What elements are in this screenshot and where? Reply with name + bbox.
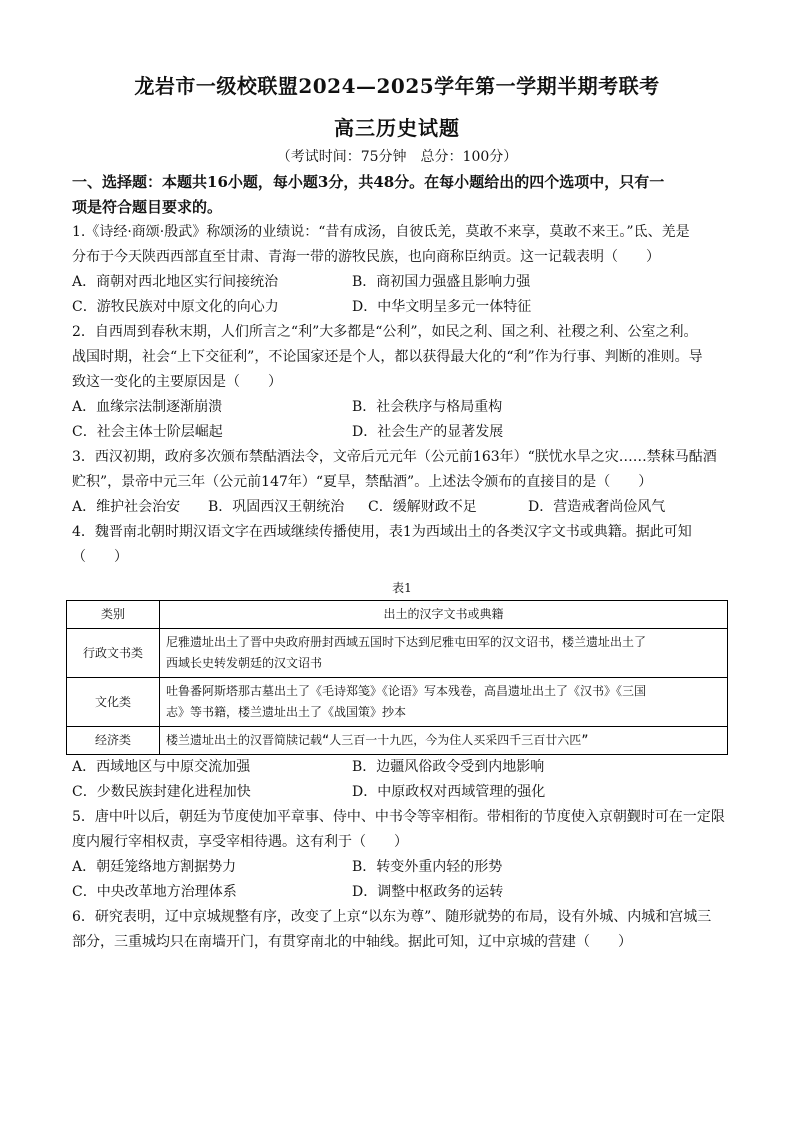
question-3 <box>72 445 732 520</box>
table-cell-category: 经济类 <box>67 727 160 755</box>
question-stem: 战国时期，社会“上下交征利”，不论国家还是个人，都以获得最大化的“利”作为行事、判断的准则。导 <box>72 349 703 365</box>
option-d: D．中华文明呈多元一体特征 <box>352 299 532 315</box>
option-d: D．社会生产的显著发展 <box>352 424 504 440</box>
question-stem: 度内履行宰相权责，享受宰相待遇。这有利于（ ） <box>72 834 408 850</box>
option-list <box>72 270 732 320</box>
question-stem: 4．魏晋南北朝时期汉语文字在西域继续传播使用，表1为西域出土的各类汉字文书或典籍。据此可知 <box>72 524 692 540</box>
answer-paren: （ ） <box>72 549 128 565</box>
option-c: C．中央改革地方治理体系 <box>72 884 237 900</box>
artifact-table <box>66 600 728 755</box>
option-a: A．血缘宗法制逐渐崩溃 <box>72 399 223 415</box>
option-b: B．巩固西汉王朝统治 <box>208 499 345 515</box>
option-list <box>72 755 732 805</box>
table-cell-content: 吐鲁番阿斯塔那古墓出土了《毛诗郑笺》《论语》写本残卷，高昌遗址出土了《汉书》《三国 志》等书籍，楼兰遗址出土了《战国策》抄本 <box>160 678 728 727</box>
question-stem: 1.《诗经·商颂·殷武》称颂汤的业绩说：“昔有成汤，自彼氐羌，莫敢不来享，莫敢不来王。”氐、羌是 <box>72 224 690 240</box>
exam-info: （考试时间：75分钟 总分：100分） <box>276 149 518 165</box>
table-header: 出土的汉字文书或典籍 <box>160 601 728 629</box>
question-stem: 部分，三重城均只在南墙开门，有贯穿南北的中轴线。据此可知，辽中京城的营建（ ） <box>72 934 632 950</box>
option-a: A．朝廷笼络地方割据势力 <box>72 859 237 875</box>
option-b: B．社会秩序与格局重构 <box>352 399 503 415</box>
table-row <box>67 629 728 678</box>
option-list <box>72 395 732 445</box>
question-stem: 2．自西周到春秋末期，人们所言之“利”大多都是“公利”，如民之利、国之利、社稷之利、公室之利。 <box>72 324 698 340</box>
option-list <box>72 855 732 905</box>
table-cell-content: 楼兰遗址出土的汉晋简牍记载“人三百一十九匹，今为住人买采四千三百廿六匹” <box>160 727 728 755</box>
section-heading: 一、选择题：本题共16小题，每小题3分，共48分。在每小题给出的四个选项中，只有一 项是符合题目要求的。 <box>72 173 665 216</box>
table-header-row <box>67 601 728 629</box>
option-b: B．商初国力强盛且影响力强 <box>352 274 531 290</box>
option-d: D．营造戒奢尚俭风气 <box>528 499 666 515</box>
question-4 <box>72 520 732 805</box>
question-stem: 贮积”，景帝中元三年（公元前147年）“夏旱，禁酤酒”。上述法令颁布的直接目的是（ ） <box>72 474 653 490</box>
table-cell-category: 行政文书类 <box>67 629 160 678</box>
option-a: A．西域地区与中原交流加强 <box>72 759 251 775</box>
question-2 <box>72 320 732 445</box>
option-b: B．转变外重内轻的形势 <box>352 859 503 875</box>
question-stem: 致这一变化的主要原因是（ ） <box>72 374 282 390</box>
table-cell-content: 尼雅遗址出土了晋中央政府册封西域五国时下达到尼雅屯田军的汉文诏书，楼兰遗址出土了 西域长史转发朝廷的汉文诏书 <box>160 629 728 678</box>
question-stem: 5．唐中叶以后，朝廷为节度使加平章事、侍中、中书令等宰相衔。带相衔的节度使入京朝觐时可在一定限 <box>72 809 725 825</box>
option-c: C．游牧民族对中原文化的向心力 <box>72 299 279 315</box>
option-list <box>72 495 732 520</box>
exam-subtitle: 高三历史试题 <box>334 116 460 140</box>
option-b: B．边疆风俗政令受到内地影响 <box>352 759 545 775</box>
option-a: A．商朝对西北地区实行间接统治 <box>72 274 279 290</box>
question-1 <box>72 220 732 320</box>
question-stem: 6．研究表明，辽中京城规整有序，改变了上京“以东为尊”、随形就势的布局，设有外城、内城和宫城三 <box>72 909 712 925</box>
option-d: D．中原政权对西域管理的强化 <box>352 784 546 800</box>
table-header: 类别 <box>67 601 160 629</box>
exam-title: 龙岩市一级校联盟2024—2025学年第一学期半期考联考 <box>134 74 660 98</box>
question-stem: 分布于今天陕西西部直至甘肃、青海一带的游牧民族，也向商称臣纳贡。这一记载表明（ ） <box>72 249 660 265</box>
option-a: A．维护社会治安 <box>72 499 181 515</box>
option-c: C．少数民族封建化进程加快 <box>72 784 251 800</box>
table-row <box>67 727 728 755</box>
table-caption: 表1 <box>392 581 412 595</box>
exam-content <box>72 170 732 955</box>
option-d: D．调整中枢政务的运转 <box>352 884 504 900</box>
question-stem: 3．西汉初期，政府多次颁布禁酤酒法令，文帝后元元年（公元前163年）“朕忧水旱之灾……禁秣马酤酒 <box>72 449 717 465</box>
option-c: C．缓解财政不足 <box>368 499 477 515</box>
table-row <box>67 678 728 727</box>
question-5 <box>72 805 732 905</box>
question-6 <box>72 905 732 955</box>
option-c: C．社会主体士阶层崛起 <box>72 424 223 440</box>
table-cell-category: 文化类 <box>67 678 160 727</box>
